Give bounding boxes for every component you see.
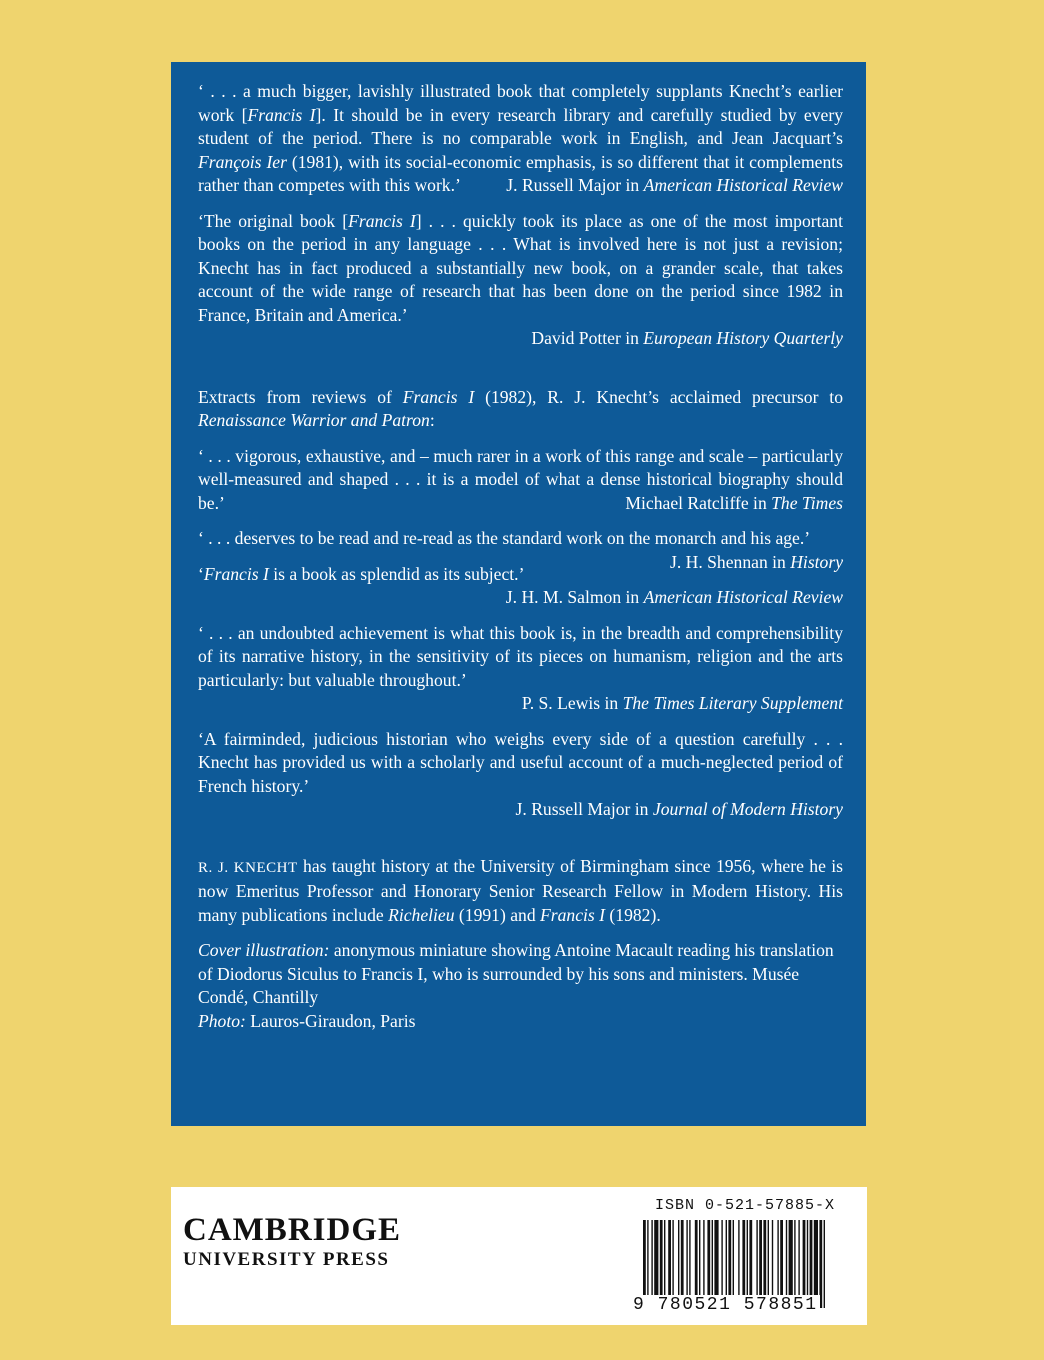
review-text: ‘ . . . deserves to be read and re-read as the standard work on the monarch and his age.’	[198, 528, 811, 548]
review-text: ‘A fairminded, judicious historian who weighs every side of a question carefully . . . Knecht has provided us with a scholarly and useful account of a much-neglected period of French history.’	[198, 728, 843, 796]
cambridge-logo	[183, 1214, 401, 1271]
blurb-panel	[171, 62, 866, 1126]
review-ratcliffe	[198, 445, 843, 516]
author-name: R. J. KNECHT	[198, 859, 298, 876]
photo-label: Photo:	[198, 1010, 246, 1031]
cover-credit: Cover illustration: anonymous miniature showing Antoine Macault reading his translation of Diodorus Siculus to Francis I, who is surrounded by his sons and ministers. Musée Condé, Chantilly Photo: Lauros-Giraudon, Paris	[198, 940, 834, 1031]
review-major-ahr	[198, 80, 843, 198]
author-bio: R. J. KNECHT has taught history at the University of Birmingham since 1956, where he is now Emeritus Professor and Honorary Senior Research Fellow in Modern History. His many publications include Richelieu (1991) and Francis I (1982).	[198, 855, 843, 925]
review-attribution: P. S. Lewis in The Times Literary Supplement	[521, 693, 843, 713]
book-title: Francis I	[247, 104, 316, 125]
book-title: François Ier	[198, 151, 287, 172]
review-attribution: J. H. M. Salmon in American Historical Review	[505, 587, 843, 607]
isbn-label: ISBN 0-521-57885-X	[655, 1197, 836, 1214]
review-lewis	[198, 622, 843, 716]
cover-label: Cover illustration:	[198, 940, 330, 960]
review-attribution: J. Russell Major in Journal of Modern History	[515, 799, 843, 819]
publisher-barcode-box	[171, 1187, 867, 1325]
review-attribution: David Potter in European History Quarterly	[531, 328, 843, 348]
publisher-subname: UNIVERSITY PRESS	[183, 1249, 390, 1270]
publisher-name: CAMBRIDGE	[183, 1212, 402, 1248]
review-potter	[198, 210, 843, 351]
review-text: ]. It should be in every research library and carefully studied by every student of the period. There is no comparable work in English, and Jean Jacquart’s	[198, 104, 844, 148]
review-text: ‘Francis I is a book as splendid as its subject.’	[198, 563, 525, 584]
review-attribution: Michael Ratcliffe in The Times	[625, 492, 843, 513]
review-major-jmh	[198, 728, 843, 822]
extracts-intro: Extracts from reviews of Francis I (1982), R. J. Knecht’s acclaimed precursor to Renaissance Warrior and Patron:	[198, 386, 843, 430]
review-text: ‘The original book [Francis I] . . . quickly took its place as one of the most important books on the period in any language . . . What is involved here is not just a revision; Knecht has in fact produced a substantially new book, on a grander scale, that takes account of the wide range of research that has been done on the period since 1982 in France, Britain and America.’	[198, 210, 843, 325]
review-text: ‘ . . . a much bigger, lavishly illustrated book that completely supplants Knecht’s earlier work [	[198, 81, 843, 125]
review-attribution: J. H. Shennan in History	[670, 551, 843, 572]
review-text: ‘ . . . an undoubted achievement is what this book is, in the breadth and comprehensibility of its narrative history, in the sensitivity of its pieces on humanism, religion and the arts particularly: but valuable throughout.’	[198, 622, 843, 690]
barcode-number: 9 780521 578851	[633, 1295, 818, 1315]
review-shennan	[198, 527, 843, 572]
review-text: ‘ . . . vigorous, exhaustive, and – much rarer in a work of this range and scale – particularly well-measured and shaped . . . it is a model of what a dense historical biography should be.’	[198, 445, 843, 513]
review-text: (1981), with its social-economic emphasis, is so different that it complements rather than competes with this work.’	[198, 151, 843, 195]
review-attribution: J. Russell Major in American Historical Review	[506, 175, 843, 195]
